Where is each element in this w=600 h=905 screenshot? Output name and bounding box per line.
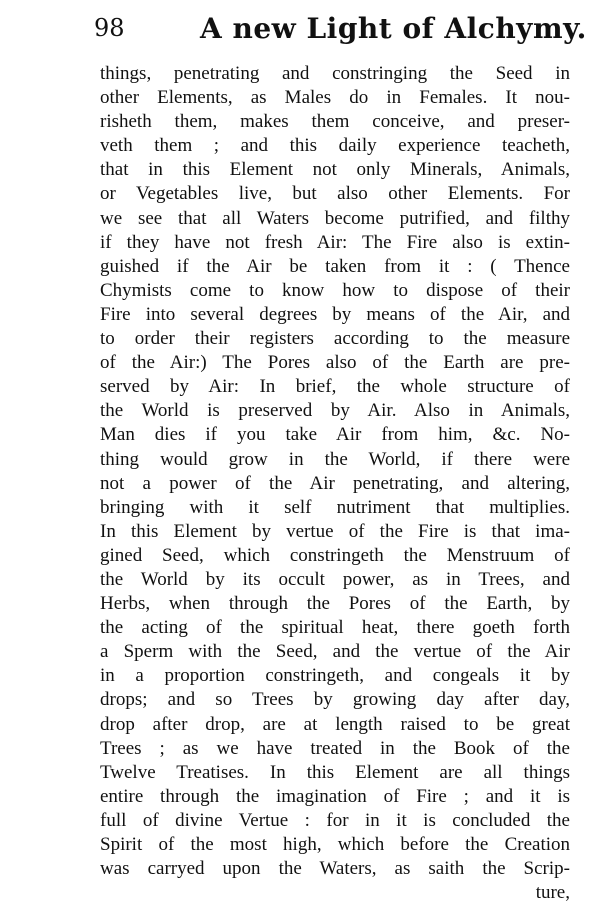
- text-line: Herbs, when through the Pores of the Earth, by: [100, 593, 570, 615]
- text-line: other Elements, as Males do in Females. It nou-: [100, 87, 570, 109]
- text-line: risheth them, makes them conceive, and preser-: [100, 111, 570, 133]
- text-line: not a power of the Air penetrating, and altering,: [100, 472, 570, 494]
- text-line: we see that all Waters become putrified, and filthy: [100, 207, 570, 229]
- running-head: A new Light of Alchymy.: [200, 12, 587, 45]
- text-line: was carryed upon the Waters, as saith the Scrip-: [100, 858, 570, 880]
- text-line: to order their registers according to the measure: [100, 328, 570, 350]
- text-line: that in this Element not only Minerals, Animals,: [100, 159, 570, 181]
- text-line: Spirit of the most high, which before the Creation: [100, 834, 570, 855]
- text-line: served by Air: In brief, the whole structure of: [100, 376, 570, 398]
- text-line: in a proportion constringeth, and congeals it by: [100, 665, 570, 687]
- text-line: or Vegetables live, but also other Elements. For: [100, 183, 570, 205]
- text-line: In this Element by vertue of the Fire is that ima-: [100, 520, 570, 542]
- text-line: if they have not fresh Air: The Fire also is extin-: [100, 231, 570, 253]
- text-line: the World is preserved by Air. Also in Animals,: [100, 400, 570, 422]
- text-line: bringing with it self nutriment that multiplies.: [100, 496, 570, 518]
- text-line: entire through the imagination of Fire ; and it is: [100, 785, 570, 807]
- text-line: the acting of the spiritual heat, there goeth forth: [100, 617, 570, 639]
- text-line: things, penetrating and constringing the Seed in: [100, 63, 570, 84]
- text-line: thing would grow in the World, if there were: [100, 448, 570, 470]
- text-line: drop after drop, are at length raised to be great: [100, 713, 570, 735]
- text-line: the World by its occult power, as in Trees, and: [100, 568, 570, 590]
- catchword: ture,: [535, 882, 570, 904]
- text-line: guished if the Air be taken from it : ( Thence: [100, 255, 570, 277]
- text-line: Chymists come to know how to dispose of their: [100, 279, 570, 301]
- text-line: veth them ; and this daily experience teacheth,: [100, 135, 570, 157]
- text-line: Fire into several degrees by means of the Air, and: [100, 303, 570, 325]
- body-text: [100, 62, 570, 905]
- text-line: Twelve Treatises. In this Element are all things: [100, 761, 570, 783]
- text-line: Trees ; as we have treated in the Book of the: [100, 737, 570, 759]
- page-number: 98: [94, 14, 125, 42]
- text-line: a Sperm with the Seed, and the vertue of the Air: [100, 641, 570, 663]
- text-line: drops; and so Trees by growing day after day,: [100, 689, 570, 711]
- text-line: of the Air:) The Pores also of the Earth are pre-: [100, 352, 570, 374]
- text-line: gined Seed, which constringeth the Menstruum of: [100, 544, 570, 566]
- text-line: Man dies if you take Air from him, &c. No-: [100, 424, 570, 446]
- text-line: full of divine Vertue : for in it is concluded the: [100, 809, 570, 831]
